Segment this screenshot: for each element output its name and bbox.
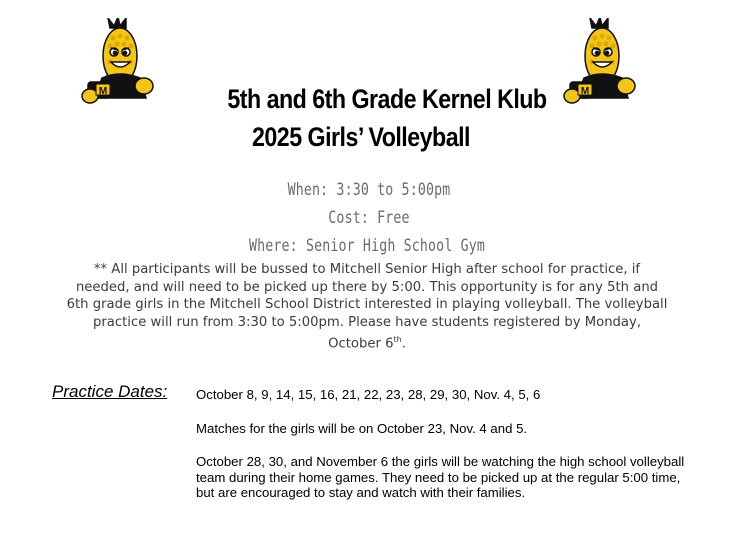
mascot-letter: M: [580, 86, 590, 97]
mascot-letter: M: [98, 86, 108, 97]
high-school-games-info: October 28, 30, and November 6 the girls will be watching the high school volleyball team during their home games. They need to be picked up at the regular 5:00 time, but are encouraged to stay and watch with their families.: [196, 454, 685, 500]
info-where: Where: Senior High School Gym: [248, 236, 486, 256]
info-cost: Cost: Free: [328, 208, 410, 228]
date-suffix: th: [393, 335, 402, 344]
note-end: .: [401, 336, 406, 352]
matches-info: Matches for the girls will be on October 23, Nov. 4 and 5.: [196, 421, 528, 436]
title-line-1: 5th and 6th Grade Kernel Klub: [227, 84, 547, 114]
title-line-2: 2025 Girls’ Volleyball: [252, 122, 470, 152]
info-when: When: 3:30 to 5:00pm: [287, 180, 451, 200]
bussing-note: [66, 261, 668, 353]
practice-dates-label: Practice Dates:: [52, 382, 168, 401]
practice-dates-list: October 8, 9, 14, 15, 16, 21, 22, 23, 28, 29, 30, Nov. 4, 5, 6: [196, 387, 541, 402]
bussing-note-text: ** All participants will be bussed to Mitchell Senior High after school for practice, if needed, and will need to be picked up there by 5:00. This opportunity is for any 5th and 6th grade girls in the Mitchell School District interested in playing volleyball. The volleyball practice will run from 3:30 to 5:00pm. Please have students registered by Monday, October 6: [66, 262, 668, 352]
